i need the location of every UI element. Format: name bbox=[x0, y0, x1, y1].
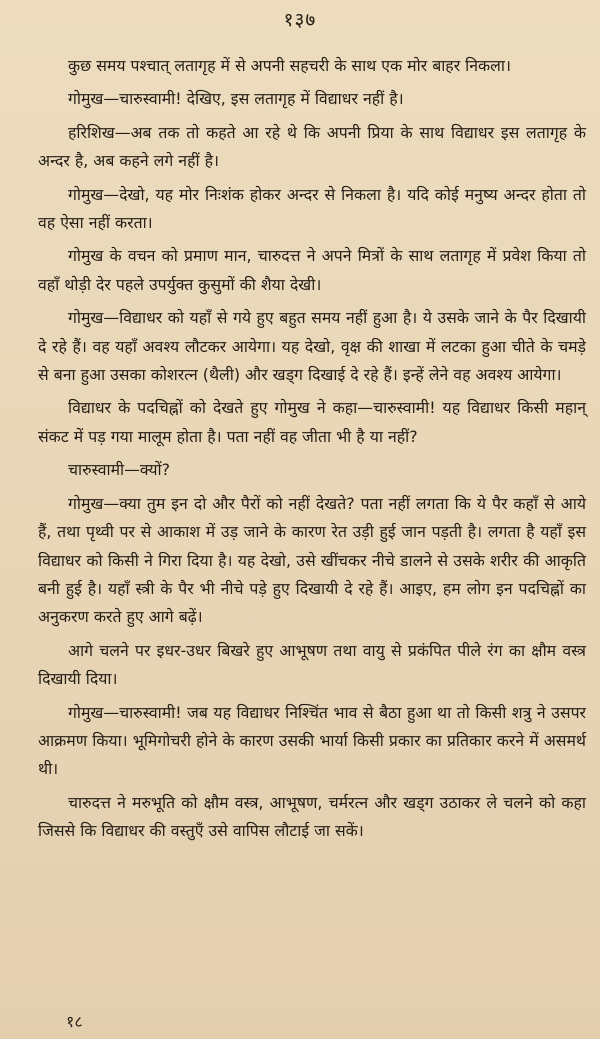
paragraph: चारुदत्त ने मरुभूति को क्षौम वस्त्र, आभूषण, चर्मरत्न और खड्ग उठाकर ले चलने को कहा जिससे कि विद्याधर की वस्तुएँ उसे वापिस लौटाई जा सकें। bbox=[38, 792, 586, 841]
paragraph: गोमुख—देखो, यह मोर निःशंक होकर अन्दर से निकला है। यदि कोई मनुष्य अन्दर होता तो वह ऐसा नहीं करता। bbox=[38, 184, 586, 233]
paragraph: हरिशिख—अब तक तो कहते आ रहे थे कि अपनी प्रिया के साथ विद्याधर इस लतागृह के अन्दर है, अब कहने लगे नहीं है। bbox=[38, 122, 586, 171]
paragraph: गोमुख—चारुस्वामी! जब यह विद्याधर निश्चिंत भाव से बैठा हुआ था तो किसी शत्रु ने उसपर आक्रमण किया। भूमिगोचरी होने के कारण उसकी भार्या किसी प्रकार का प्रतिकार करने में असमर्थ थी। bbox=[38, 702, 586, 779]
paragraph: गोमुख—विद्याधर को यहाँ से गये हुए बहुत समय नहीं हुआ है। ये उसके जाने के पैर दिखायी दे रहे हैं। वह यहाँ अवश्य लौटकर आयेगा। यह देखो, वृक्ष की शाखा में लटका हुआ चीते के चमड़े से बना हुआ उसका कोशरत्न (थैली) और खड्ग दिखाई दे रहे हैं। इन्हें लेने वह अवश्य आयेगा। bbox=[38, 308, 586, 385]
paragraph: गोमुख—क्या तुम इन दो और पैरों को नहीं देखते? पता नहीं लगता कि ये पैर कहाँ से आये हैं, तथा पृथ्वी पर से आकाश में उड़ जाने के कारण रेत उड़ी हुई जान पड़ती है। लगता है यहाँ इस विद्याधर को किसी ने गिरा दिया है। यह देखो, उसे खींचकर नीचे डालने से उसके शरीर की आकृति बनी हुई है। यहाँ स्त्री के पैर भी नीचे पड़े हुए दिखायी दे रहे हैं। आइए, हम लोग इन पदचिह्नों का अनुकरण करते हुए आगे बढ़ें। bbox=[38, 493, 586, 627]
page-number: १३७ bbox=[283, 9, 317, 31]
paragraph: गोमुख के वचन को प्रमाण मान, चारुदत्त ने अपने मित्रों के साथ लतागृह में प्रवेश किया तो वहाँ थोड़ी देर पहले उपर्युक्त कुसुमों की शैया देखी। bbox=[38, 246, 586, 294]
signature-mark: १८ bbox=[66, 1012, 83, 1031]
paragraph: चारुस्वामी—क्यों? bbox=[68, 460, 171, 480]
paragraph: गोमुख—चारुस्वामी! देखिए, इस लतागृह में विद्याधर नहीं है। bbox=[68, 89, 404, 109]
page-body bbox=[38, 52, 586, 851]
paragraph: आगे चलने पर इधर-उधर बिखरे हुए आभूषण तथा वायु से प्रकंपित पीले रंग का क्षौम वस्त्र दिखायी दिया। bbox=[38, 640, 586, 689]
paragraph: कुछ समय पश्चात् लतागृह में से अपनी सहचरी के साथ एक मोर बाहर निकला। bbox=[68, 56, 511, 75]
paragraph: विद्याधर के पदचिह्नों को देखते हुए गोमुख ने कहा—चारुस्वामी! यह विद्याधर किसी महान् संकट में पड़ गया मालूम होता है। पता नहीं वह जीता भी है या नहीं? bbox=[38, 398, 586, 446]
